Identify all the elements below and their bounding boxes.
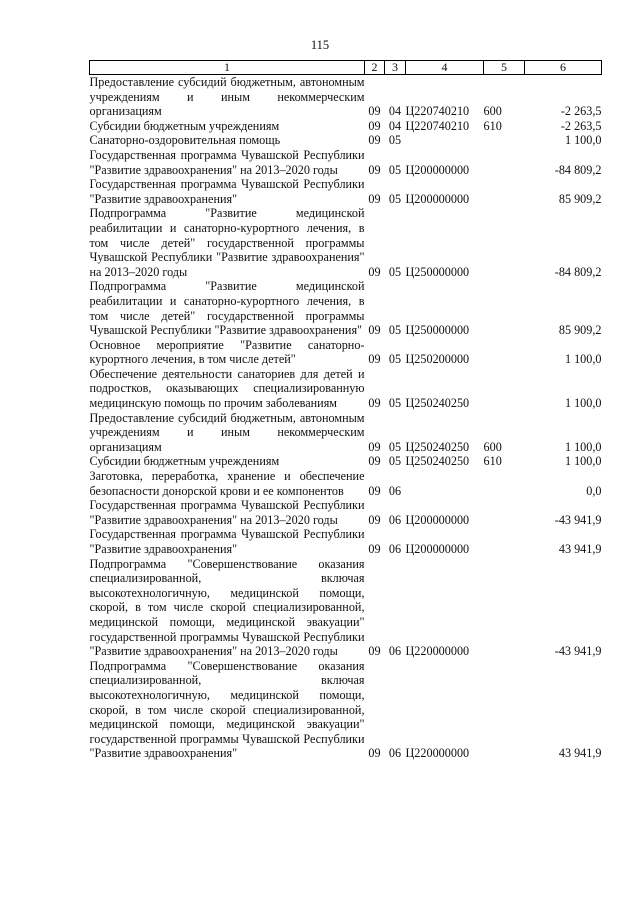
row-amount: 43 941,9: [558, 746, 602, 761]
row-target-code: [406, 133, 484, 148]
row-section: 09: [368, 264, 381, 279]
row-section: 09: [368, 133, 381, 148]
row-target-code: Ц220740210: [405, 118, 470, 133]
row-amount: 43 941,9: [558, 542, 602, 556]
row-subsection: 04: [388, 118, 402, 133]
row-subsection: 06: [388, 644, 402, 659]
row-target-code: [406, 469, 484, 498]
row-section: 09: [368, 483, 381, 498]
row-target-code: Ц250000000: [405, 323, 470, 338]
table-row: [90, 469, 602, 498]
row-amount: 0,0: [586, 483, 602, 498]
row-expense-type: [484, 279, 525, 337]
row-target-code: Ц250240250: [405, 396, 470, 411]
table-row: [90, 498, 602, 527]
row-subsection: 05: [388, 352, 402, 367]
page-number: 115: [310, 38, 330, 52]
row-subsection: 05: [388, 439, 402, 454]
row-description: Субсидии бюджетным учреждениям: [89, 118, 280, 133]
table-row: [90, 454, 602, 469]
table-row: [90, 133, 602, 148]
row-amount: 85 909,2: [558, 191, 602, 206]
row-description: Государственная программа Чувашской Республики "Развитие здравоохранения" на 2013–2020 годы: [89, 498, 365, 527]
row-description: Основное мероприятие "Развитие санаторно-курортного лечения, в том числе детей": [89, 337, 365, 367]
row-description: Подпрограмма "Развитие медицинской реабилитации и санаторно-курортного лечения, в том числе детей" государственной программы Чувашской Республики "Развитие здравоохранения": [89, 279, 365, 338]
row-amount: -2 263,5: [560, 118, 602, 133]
row-subsection: 05: [388, 191, 402, 206]
row-expense-type: [484, 133, 525, 148]
row-description: Субсидии бюджетным учреждениям: [89, 454, 280, 469]
row-target-code: Ц250200000: [405, 352, 470, 367]
row-description: Предоставление субсидий бюджетным, автономным учреждениям и иным некоммерческим организациям: [89, 75, 365, 119]
row-section: 09: [368, 644, 381, 659]
row-expense-type: [484, 557, 525, 659]
row-description: Подпрограмма "Развитие медицинской реабилитации и санаторно-курортного лечения, в том числе детей" государственной программы Чувашской Республики "Развитие здравоохранения" на 2013–2020 годы: [89, 206, 365, 279]
row-target-code: Ц220740210: [405, 104, 470, 119]
row-subsection: 06: [388, 512, 402, 527]
row-subsection: 05: [388, 133, 402, 148]
header-cell: 4: [406, 61, 484, 75]
row-expense-type: [484, 148, 525, 177]
row-description: Предоставление субсидий бюджетным, автономным учреждениям и иным некоммерческим организациям: [89, 410, 365, 454]
row-target-code: Ц250240250: [405, 454, 470, 469]
row-subsection: 04: [388, 104, 402, 119]
row-target-code: Ц250000000: [405, 264, 470, 279]
row-section: 09: [368, 162, 381, 177]
row-expense-type: [484, 338, 525, 367]
row-expense-type: [484, 469, 525, 498]
table-row: [90, 527, 602, 556]
row-description: Подпрограмма "Совершенствование оказания специализированной, включая высокотехнологичную, медицинской помощи, скорой, в том числе скорой специализированной, медицинской помощи, медицинской эвакуации" государственной программы Чувашской Республики "Развитие здравоохранения": [89, 658, 365, 761]
row-amount: 1 100,0: [564, 439, 602, 454]
row-amount: 85 909,2: [558, 323, 602, 338]
table-row: [90, 338, 602, 367]
header-cell: 6: [525, 61, 602, 75]
row-expense-type: [484, 367, 525, 411]
row-section: 09: [368, 191, 381, 206]
row-subsection: 06: [388, 746, 402, 761]
row-section: 09: [368, 454, 381, 469]
row-amount: 1 100,0: [564, 133, 602, 148]
row-section: 09: [368, 323, 381, 338]
row-expense-type: 600: [483, 439, 502, 454]
row-expense-type: 610: [483, 454, 502, 469]
row-subsection: 05: [388, 396, 402, 411]
row-amount: -84 809,2: [554, 162, 602, 177]
row-section: 09: [368, 512, 381, 527]
row-target-code: Ц200000000: [405, 512, 470, 527]
table-row: [90, 557, 602, 659]
row-subsection: 05: [388, 454, 402, 469]
row-target-code: Ц220000000: [405, 746, 470, 761]
row-section: 09: [368, 746, 381, 761]
table-row: [90, 177, 602, 206]
row-amount: 1 100,0: [564, 352, 602, 367]
row-target-code: Ц250240250: [405, 439, 470, 454]
row-target-code: Ц220000000: [405, 644, 470, 659]
row-subsection: 05: [388, 162, 402, 177]
row-target-code: Ц200000000: [405, 191, 470, 206]
row-expense-type: [484, 177, 525, 206]
row-description: Государственная программа Чувашской Республики "Развитие здравоохранения": [89, 527, 365, 556]
row-subsection: 05: [388, 264, 402, 279]
table-row: [90, 367, 602, 411]
row-expense-type: 600: [483, 104, 502, 119]
row-expense-type: 610: [483, 118, 502, 133]
row-description: Обеспечение деятельности санаториев для детей и подростков, оказывающих специализированную медицинскую помощь по прочим заболеваниям: [89, 366, 365, 411]
row-section: 09: [368, 118, 381, 133]
row-expense-type: [484, 498, 525, 527]
table-header-row: [90, 61, 602, 75]
header-cell: 3: [385, 61, 406, 75]
table-row: [90, 279, 602, 337]
row-description: Государственная программа Чувашской Республики "Развитие здравоохранения" на 2013–2020 годы: [89, 147, 365, 177]
table-body: [90, 75, 602, 761]
row-expense-type: [484, 206, 525, 279]
header-cell: 1: [90, 61, 365, 75]
row-description: Санаторно-оздоровительная помощь: [89, 133, 281, 148]
row-amount: -43 941,9: [554, 644, 602, 659]
row-amount: 1 100,0: [564, 396, 602, 411]
table-row: [90, 75, 602, 119]
row-section: 09: [368, 352, 381, 367]
row-section: 09: [368, 396, 381, 411]
row-section: 09: [368, 439, 381, 454]
row-description: Подпрограмма "Совершенствование оказания специализированной, включая высокотехнологичную, медицинской помощи, скорой, в том числе скорой специализированной, медицинской помощи, медицинской эвакуации" государственной программы Чувашской Республики "Развитие здравоохранения" на 2013–2020 годы: [89, 556, 365, 659]
header-cell: 2: [365, 61, 385, 75]
table-row: [90, 206, 602, 279]
row-target-code: Ц200000000: [405, 162, 470, 177]
row-amount: -43 941,9: [554, 512, 602, 527]
row-subsection: 06: [388, 483, 402, 498]
row-subsection: 05: [388, 323, 402, 338]
row-section: 09: [368, 542, 381, 556]
row-section: 09: [368, 104, 381, 119]
row-subsection: 06: [388, 542, 402, 556]
table-row: [90, 659, 602, 761]
table-row: [90, 148, 602, 177]
table-row: [90, 411, 602, 455]
row-expense-type: [484, 527, 525, 556]
row-description: Государственная программа Чувашской Республики "Развитие здравоохранения": [89, 177, 365, 206]
row-amount: 1 100,0: [564, 454, 602, 469]
header-cell: 5: [484, 61, 525, 75]
row-amount: -2 263,5: [560, 104, 602, 119]
budget-table: [89, 60, 602, 761]
table-row: [90, 119, 602, 134]
row-description: Заготовка, переработка, хранение и обеспечение безопасности донорской крови и ее компонентов: [89, 469, 365, 498]
row-expense-type: [484, 659, 525, 761]
row-amount: -84 809,2: [554, 264, 602, 279]
row-target-code: Ц200000000: [405, 542, 470, 556]
